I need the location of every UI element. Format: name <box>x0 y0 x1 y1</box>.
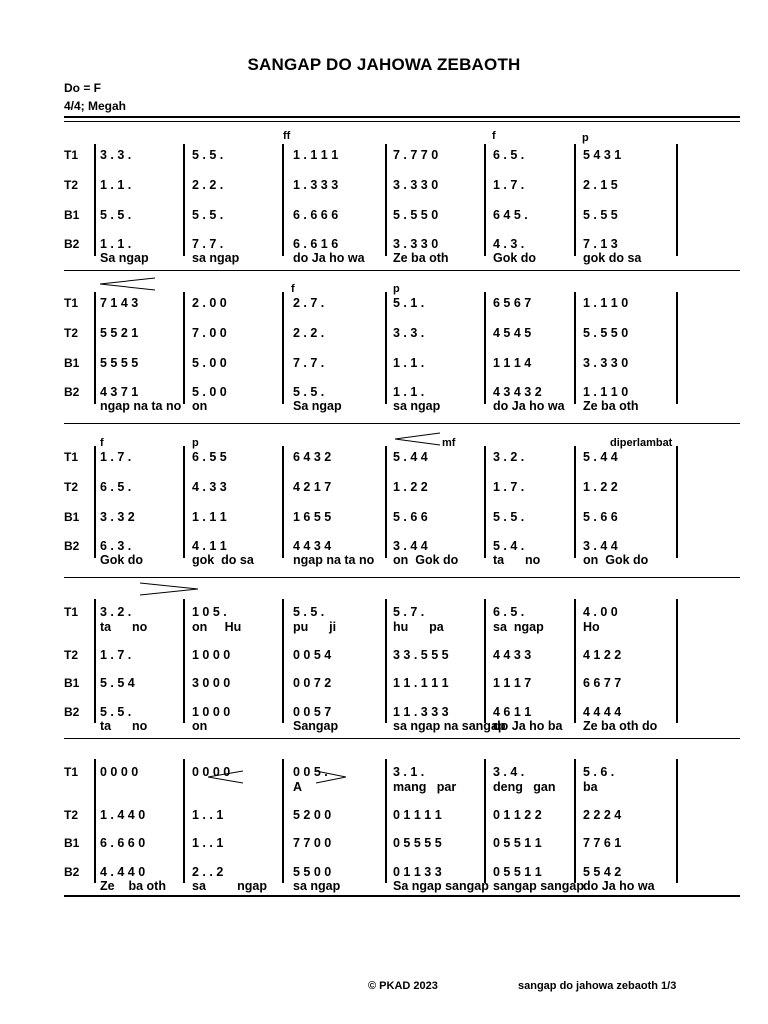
notes-b2: 7 . 1 3 <box>583 237 618 251</box>
notes-b1: 6 . 6 6 6 <box>293 208 339 222</box>
notes-b1: 5 . 5 4 <box>100 676 135 690</box>
notes-b2: 1 0 0 0 <box>192 705 231 719</box>
barline <box>282 292 284 404</box>
barline <box>574 759 576 883</box>
t1-notes: 5 . 7 . <box>393 605 425 619</box>
barline <box>183 446 185 558</box>
t1-notes: 0 0 0 0 <box>100 765 139 779</box>
dynamic-marking: ff <box>283 130 291 142</box>
lyric: sa ngap <box>293 879 341 893</box>
song-title: SANGAP DO JAHOWA ZEBAOTH <box>247 55 521 74</box>
notes-t2: 5 . 5 5 0 <box>583 326 629 340</box>
t1-notes: 3 . 2 . <box>100 605 132 619</box>
notes-t2: 6 . 5 . <box>100 480 132 494</box>
t1-lyric: ba <box>583 780 598 794</box>
t1-lyric: pu ji <box>293 620 337 634</box>
notes-b2: 4 3 7 1 <box>100 385 139 399</box>
notes-b2: 5 . 5 . <box>293 385 325 399</box>
barline <box>94 759 96 883</box>
lyric: Sangap <box>293 719 339 733</box>
lyric: do Ja ho wa <box>583 879 655 893</box>
voice-label-b1: B1 <box>64 208 80 222</box>
notes-b1: 0 0 7 2 <box>293 676 332 690</box>
system-separator <box>64 577 740 578</box>
notes-b2: 7 . 7 . <box>192 237 224 251</box>
notes-b2: 6 . 6 1 6 <box>293 237 339 251</box>
t1-notes: 5 . 6 . <box>583 765 615 779</box>
lyric: Ze ba oth <box>393 251 449 265</box>
notes-t2: 1 . 3 3 3 <box>293 178 339 192</box>
tempo-marking: 4/4; Megah <box>64 99 127 113</box>
voice-label-t2: T2 <box>64 326 79 340</box>
barline <box>574 599 576 723</box>
notes-b2: 4 6 1 1 <box>493 705 532 719</box>
barline <box>282 599 284 723</box>
lyric: gok do sa <box>192 553 254 567</box>
notes-t2: 4 5 4 5 <box>493 326 532 340</box>
t1-lyric: ta no <box>100 620 148 634</box>
page-number: sangap do jahowa zebaoth 1/3 <box>518 980 677 992</box>
notes-t1: 5 . 4 4 <box>583 450 618 464</box>
voice-label-t1: T1 <box>64 450 79 464</box>
notes-b2: 0 0 5 7 <box>293 705 332 719</box>
key-signature: Do = F <box>64 81 102 95</box>
dynamic-marking: diperlambat <box>610 437 673 449</box>
barline <box>484 292 486 404</box>
lyric: gok do sa <box>583 251 642 265</box>
crescendo-hairpin <box>208 770 243 784</box>
lyric: sa ngap <box>192 251 240 265</box>
barline <box>282 446 284 558</box>
crescendo-hairpin <box>395 432 440 446</box>
notes-b2: 1 1 . 3 3 3 <box>393 705 449 719</box>
crescendo-hairpin <box>100 277 155 291</box>
notes-b2: 4 . 4 4 0 <box>100 865 146 879</box>
notes-b1: 3 . 3 3 0 <box>583 356 629 370</box>
notes-b2: 1 . 1 . <box>100 237 132 251</box>
voice-label-t2: T2 <box>64 808 79 822</box>
voice-label-b1: B1 <box>64 836 80 850</box>
notes-t1: 7 1 4 3 <box>100 296 139 310</box>
system-5 <box>64 745 740 893</box>
lyric: ngap na ta no <box>293 553 375 567</box>
notes-t1: 3 . 3 . <box>100 148 132 162</box>
barline <box>94 599 96 723</box>
decrescendo-hairpin <box>316 770 346 784</box>
voice-label-b2: B2 <box>64 705 80 719</box>
notes-b2: 1 . 1 . <box>393 385 425 399</box>
notes-t1: 6 . 5 . <box>493 148 525 162</box>
notes-t2: 0 1 1 1 1 <box>393 808 442 822</box>
notes-b2: 3 . 3 3 0 <box>393 237 439 251</box>
notes-t2: 5 2 0 0 <box>293 808 332 822</box>
system-separator <box>64 423 740 424</box>
t1-lyric: A <box>293 780 303 794</box>
notes-t1: 5 4 3 1 <box>583 148 622 162</box>
notes-b2: 0 5 5 1 1 <box>493 865 542 879</box>
notes-t1: 6 . 5 5 <box>192 450 227 464</box>
voice-label-t2: T2 <box>64 178 79 192</box>
dynamic-marking: p <box>582 132 589 144</box>
notes-b1: 5 . 0 0 <box>192 356 227 370</box>
final-rule <box>64 895 740 897</box>
notes-t2: 2 . 2 . <box>293 326 325 340</box>
lyric: ngap na ta no <box>100 399 182 413</box>
barline <box>484 446 486 558</box>
lyric: on <box>192 719 208 733</box>
voice-label-t1: T1 <box>64 296 79 310</box>
lyric: Ze ba oth <box>100 879 166 893</box>
barline <box>183 599 185 723</box>
notes-t2: 0 0 5 4 <box>293 648 332 662</box>
notes-t1: 2 . 0 0 <box>192 296 227 310</box>
lyric: sangap sangap <box>493 879 584 893</box>
voice-label-b2: B2 <box>64 237 80 251</box>
notes-t1: 1 . 1 1 0 <box>583 296 629 310</box>
notes-b2: 6 . 3 . <box>100 539 132 553</box>
lyric: Sa ngap <box>100 251 149 265</box>
notes-b2: 5 . 4 . <box>493 539 525 553</box>
barline <box>574 292 576 404</box>
notes-b1: 1 . 1 1 <box>192 510 227 524</box>
notes-b2: 3 . 4 4 <box>583 539 618 553</box>
t1-notes: 3 . 1 . <box>393 765 425 779</box>
notes-t2: 4 1 2 2 <box>583 648 622 662</box>
notes-b2: 1 . 1 1 0 <box>583 385 629 399</box>
voice-label-t1: T1 <box>64 605 79 619</box>
t1-notes: 4 . 0 0 <box>583 605 618 619</box>
t1-notes: 3 . 4 . <box>493 765 525 779</box>
notes-b1: 5 . 5 . <box>100 208 132 222</box>
voice-label-t2: T2 <box>64 480 79 494</box>
lyric: do Ja ho wa <box>293 251 365 265</box>
voice-label-b1: B1 <box>64 676 80 690</box>
t1-lyric: on Hu <box>192 620 242 634</box>
notes-b2: 3 . 4 4 <box>393 539 428 553</box>
notes-t2: 4 2 1 7 <box>293 480 332 494</box>
lyric: do Ja ho ba <box>493 719 563 733</box>
notes-b2: 5 5 0 0 <box>293 865 332 879</box>
voice-label-b1: B1 <box>64 356 80 370</box>
system-1 <box>64 130 740 270</box>
lyric: Sa ngap sangap <box>393 879 489 893</box>
lyric: Ze ba oth <box>583 399 639 413</box>
notes-b2: 5 . 5 . <box>100 705 132 719</box>
notes-t2: 1 . 7 . <box>100 648 132 662</box>
notes-t1: 2 . 7 . <box>293 296 325 310</box>
notes-b1: 6 . 6 6 0 <box>100 836 146 850</box>
barline <box>676 599 678 723</box>
notes-t2: 3 . 3 . <box>393 326 425 340</box>
voice-label-t1: T1 <box>64 765 79 779</box>
notes-b1: 5 . 6 6 <box>393 510 428 524</box>
notes-t1: 3 . 2 . <box>493 450 525 464</box>
lyric: ta no <box>100 719 148 733</box>
header-rule-thin <box>64 121 740 122</box>
notes-b2: 5 . 0 0 <box>192 385 227 399</box>
notes-b1: 0 5 5 5 5 <box>393 836 442 850</box>
dynamic-marking: f <box>100 437 104 449</box>
barline <box>183 759 185 883</box>
t1-lyric: deng gan <box>493 780 556 794</box>
t1-notes: 6 . 5 . <box>493 605 525 619</box>
notes-b1: 1 . . 1 <box>192 836 224 850</box>
barline <box>676 446 678 558</box>
barline <box>385 144 387 256</box>
lyric: sa ngap <box>192 879 268 893</box>
barline <box>484 144 486 256</box>
barline <box>574 446 576 558</box>
barline <box>676 144 678 256</box>
notes-t2: 1 . 7 . <box>493 480 525 494</box>
voice-label-t2: T2 <box>64 648 79 662</box>
header-rule-thick <box>64 116 740 118</box>
notes-t2: 1 . 7 . <box>493 178 525 192</box>
notes-t2: 3 3 . 5 5 5 <box>393 648 449 662</box>
notes-t2: 1 0 0 0 <box>192 648 231 662</box>
notes-b1: 6 4 5 . <box>493 208 528 222</box>
notes-t1: 7 . 7 7 0 <box>393 148 439 162</box>
t1-lyric: hu pa <box>393 620 444 634</box>
dynamic-marking: f <box>492 130 496 142</box>
barline <box>183 144 185 256</box>
notes-b2: 4 . 1 1 <box>192 539 227 553</box>
t1-notes: 5 . 5 . <box>293 605 325 619</box>
lyric: Ze ba oth do <box>583 719 658 733</box>
dynamic-marking: p <box>192 437 199 449</box>
notes-b2: 5 5 4 2 <box>583 865 622 879</box>
notes-b1: 7 7 6 1 <box>583 836 622 850</box>
barline <box>183 292 185 404</box>
voice-label-b2: B2 <box>64 385 80 399</box>
t1-notes: 0 0 0 0 <box>192 765 231 779</box>
notes-t2: 1 . 2 2 <box>583 480 618 494</box>
barline <box>282 144 284 256</box>
notes-t2: 4 . 3 3 <box>192 480 227 494</box>
barline <box>94 144 96 256</box>
notes-t2: 7 . 0 0 <box>192 326 227 340</box>
notes-b2: 4 3 4 3 2 <box>493 385 542 399</box>
notes-b2: 4 . 3 . <box>493 237 525 251</box>
notes-b1: 1 6 5 5 <box>293 510 332 524</box>
notes-b2: 2 . . 2 <box>192 865 224 879</box>
barline <box>282 759 284 883</box>
notes-t1: 1 . 7 . <box>100 450 132 464</box>
notes-b1: 5 . 6 6 <box>583 510 618 524</box>
barline <box>385 292 387 404</box>
lyric: on Gok do <box>583 553 649 567</box>
notes-t2: 5 5 2 1 <box>100 326 139 340</box>
t1-lyric: Ho <box>583 620 600 634</box>
notes-t2: 4 4 3 3 <box>493 648 532 662</box>
notes-t2: 1 . 2 2 <box>393 480 428 494</box>
system-3 <box>64 432 740 577</box>
notes-b1: 7 . 7 . <box>293 356 325 370</box>
notes-b1: 1 1 1 7 <box>493 676 532 690</box>
system-separator <box>64 738 740 739</box>
notes-t2: 2 . 2 . <box>192 178 224 192</box>
voice-label-b1: B1 <box>64 510 80 524</box>
notes-b1: 5 . 5 5 <box>583 208 618 222</box>
dynamic-marking: f <box>291 283 295 295</box>
lyric: sa ngap na sangap <box>393 719 506 733</box>
notes-b1: 5 . 5 . <box>192 208 224 222</box>
voice-label-b2: B2 <box>64 539 80 553</box>
notes-t2: 2 . 1 5 <box>583 178 618 192</box>
notes-t2: 1 . 4 4 0 <box>100 808 146 822</box>
notes-b1: 5 5 5 5 <box>100 356 139 370</box>
t1-notes: 1 0 5 . <box>192 605 227 619</box>
barline <box>94 292 96 404</box>
notes-t2: 1 . . 1 <box>192 808 224 822</box>
notes-t2: 2 2 2 4 <box>583 808 622 822</box>
notes-b1: 5 . 5 5 0 <box>393 208 439 222</box>
barline <box>94 446 96 558</box>
notes-t1: 5 . 5 . <box>192 148 224 162</box>
notes-t1: 6 4 3 2 <box>293 450 332 464</box>
t1-lyric: mang par <box>393 780 457 794</box>
barline <box>484 759 486 883</box>
notes-t2: 0 1 1 2 2 <box>493 808 542 822</box>
barline <box>385 446 387 558</box>
barline <box>676 759 678 883</box>
barline <box>484 599 486 723</box>
t1-lyric: sa ngap <box>493 620 544 634</box>
copyright: © PKAD 2023 <box>368 980 438 992</box>
dynamic-marking: mf <box>442 437 456 449</box>
notes-t1: 1 . 1 1 1 <box>293 148 339 162</box>
notes-t2: 3 . 3 3 0 <box>393 178 439 192</box>
notes-b1: 3 . 3 2 <box>100 510 135 524</box>
notes-b2: 0 1 1 3 3 <box>393 865 442 879</box>
lyric: Sa ngap <box>293 399 342 413</box>
barline <box>574 144 576 256</box>
lyric: on Gok do <box>393 553 459 567</box>
notes-b1: 1 1 . 1 1 1 <box>393 676 449 690</box>
notes-b1: 1 . 1 . <box>393 356 425 370</box>
notes-b2: 4 4 4 4 <box>583 705 622 719</box>
notes-b1: 7 7 0 0 <box>293 836 332 850</box>
notes-t1: 5 . 4 4 <box>393 450 428 464</box>
notes-t1: 5 . 1 . <box>393 296 425 310</box>
notes-b1: 6 6 7 7 <box>583 676 622 690</box>
voice-label-t1: T1 <box>64 148 79 162</box>
barline <box>385 599 387 723</box>
dynamic-marking: p <box>393 283 400 295</box>
notes-b1: 1 1 1 4 <box>493 356 532 370</box>
lyric: Gok do <box>100 553 144 567</box>
system-4 <box>64 585 740 738</box>
t1-notes: 0 0 5 . <box>293 765 328 779</box>
barline <box>676 292 678 404</box>
lyric: sa ngap <box>393 399 441 413</box>
lyric: Gok do <box>493 251 537 265</box>
notes-b1: 0 5 5 1 1 <box>493 836 542 850</box>
notes-b1: 3 0 0 0 <box>192 676 231 690</box>
lyric: do Ja ho wa <box>493 399 565 413</box>
decrescendo-hairpin <box>140 582 198 596</box>
system-2 <box>64 278 740 423</box>
lyric: ta no <box>493 553 541 567</box>
barline <box>385 759 387 883</box>
notes-b2: 4 4 3 4 <box>293 539 332 553</box>
lyric: on <box>192 399 208 413</box>
system-separator <box>64 270 740 271</box>
notes-t1: 6 5 6 7 <box>493 296 532 310</box>
notes-t2: 1 . 1 . <box>100 178 132 192</box>
notes-b1: 5 . 5 . <box>493 510 525 524</box>
voice-label-b2: B2 <box>64 865 80 879</box>
